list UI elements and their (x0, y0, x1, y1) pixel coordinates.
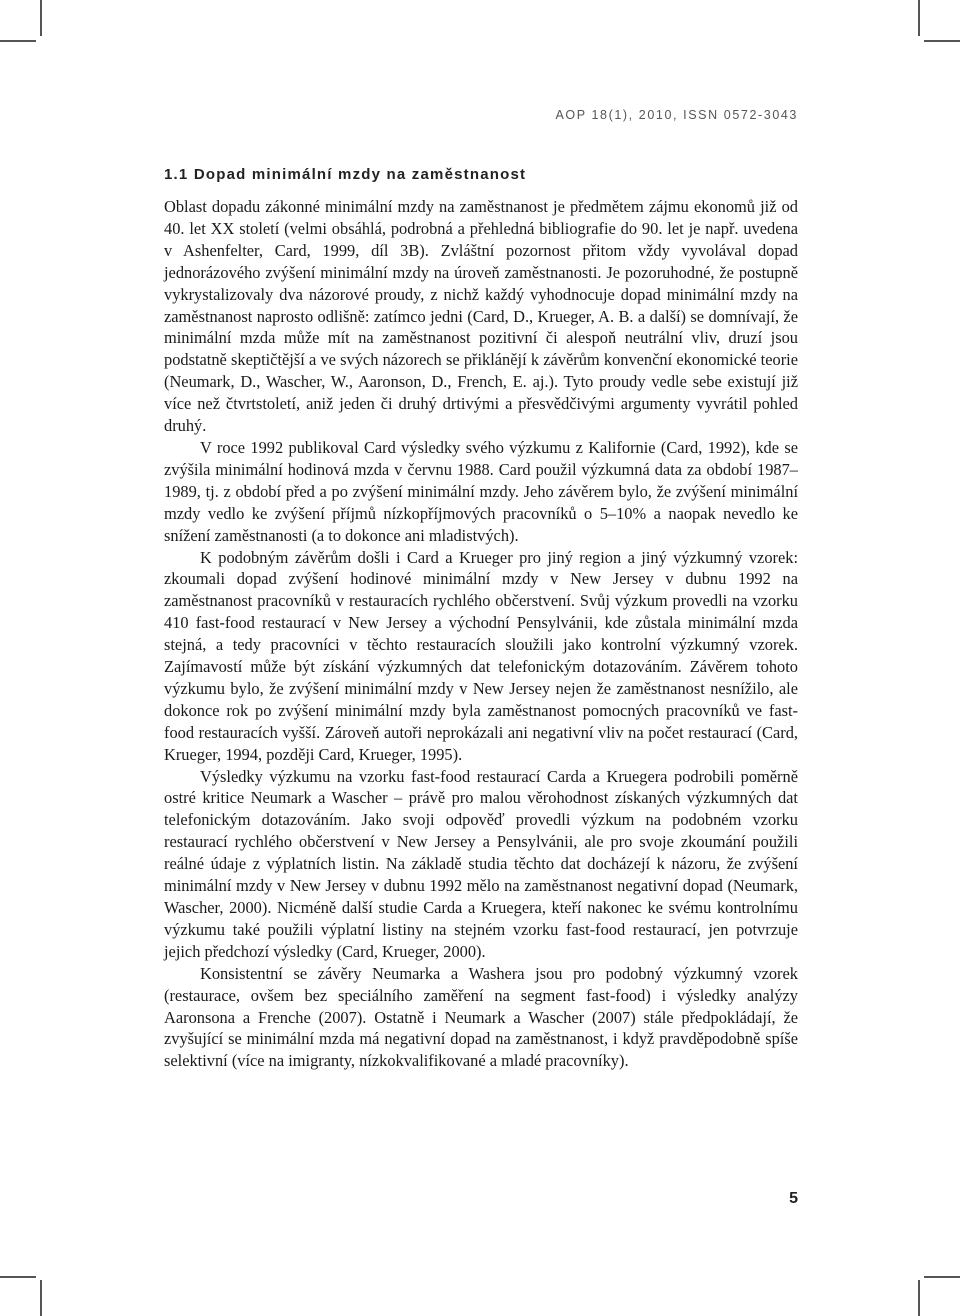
paragraph-5: Konsistentní se závěry Neumarka a Washera jsou pro podobný výzkumný vzorek (restaurace, ovšem bez speciálního zaměření na segment fast-food) i výsledky analýzy Aaronsona a Frenche (2007). Ostatně i Neumark a Wascher (2007) stále předpokládají, že zvyšující se minimální mzda má negativní dopad na zaměstnanost, i když pravděpodobně spíše selektivní (více na imigranty, nízkokvalifikované a mladé pracovníky). (164, 963, 798, 1071)
paragraph-3: K podobným závěrům došli i Card a Krueger pro jiný region a jiný výzkumný vzorek: zkoumali dopad zvýšení hodinové minimální mzdy v New Jersey v dubnu 1992 na zaměstnanost pracovníků v restauracích rychlého občerstvení. Svůj výzkum provedli na vzorku 410 fast-food restaurací v New Jersey a východní Pensylvánii, kde zůstala minimální mzda stejná, a tedy pracovníci v těchto restauracích sloužili jako kontrolní výzkumný vzorek. Zajímavostí může být získání výzkumných dat telefonickým dotazováním. Závěrem tohoto výzkumu bylo, že zvýšení minimální mzdy v New Jersey nejen že zaměstnanost nesnížilo, ale dokonce rok po zvýšení minimální mzdy byla zaměstnanost pomocných pracovníků ve fast-food restauracích vyšší. Zároveň autoři neprokázali ani negativní vliv na počet restaurací (Card, Krueger, 1994, později Card, Krueger, 1995). (164, 547, 798, 764)
crop-mark-top-left-vertical (40, 0, 42, 36)
crop-mark-bottom-left-vertical (40, 1280, 42, 1316)
crop-mark-bottom-left-horizontal (0, 1276, 36, 1278)
section-heading: 1.1 Dopad minimální mzdy na zaměstnanost (164, 166, 527, 183)
crop-mark-top-right-horizontal (924, 40, 960, 42)
crop-mark-top-right-vertical (918, 0, 920, 36)
paragraph-2: V roce 1992 publikoval Card výsledky svého výzkumu z Kalifornie (Card, 1992), kde se zvýšila minimální hodinová mzda v červnu 1988. Card použil výzkumná data za období 1987–1989, tj. z období před a po zvýšení minimální mzdy. Jeho závěrem bylo, že zvýšení minimální mzdy vedlo ke zvýšení příjmů nízkopříjmových pracovníků o 5–10% a naopak nevedlo ke snížení zaměstnanosti (a to dokonce ani mladistvých). (164, 437, 798, 545)
body-text (164, 196, 798, 1072)
page-number: 5 (789, 1190, 798, 1207)
paragraph-4: Výsledky výzkumu na vzorku fast-food restaurací Carda a Kruegera podrobili poměrně ostré kritice Neumark a Wascher – právě pro malou věrohodnost získaných výzkumných dat telefonickým dotazováním. Jako svoji odpověď provedli výzkum na podobném vzorku restaurací rychlého občerstvení v New Jersey a Pensylvánii, ale pro svoje zkoumání použili reálné údaje z výplatních listin. Na základě studia těchto dat docházejí k názoru, že zvýšení minimální mzdy v New Jersey v dubnu 1992 mělo na zaměstnanost negativní dopad (Neumark, Wascher, 2000). Nicméně další studie Carda a Kruegera, kteří nakonec ke svému kontrolnímu výzkumu také použili výplatní listiny na stejném vzorku fast-food restaurací, jen potvrzuje jejich předchozí výsledky (Card, Krueger, 2000). (164, 766, 798, 961)
paragraph-1: Oblast dopadu zákonné minimální mzdy na zaměstnanost je předmětem zájmu ekonomů již od 40. let XX století (velmi obsáhlá, podrobná a přehledná bibliografie do 90. let je např. uvedena v Ashenfelter, Card, 1999, díl 3B). Zvláštní pozornost přitom vždy vyvolával dopad jednorázového zvýšení minimální mzdy na úroveň zaměstnanosti. Je pozoruhodné, že postupně vykrystalizovaly dva názorové proudy, z nichž každý vyhodnocuje dopad minimální mzdy na zaměstnanost naprosto odlišně: zatímco jedni (Card, D., Krueger, A. B. a další) se domnívají, že minimální mzda může mít na zaměstnanost pozitivní či alespoň neutrální vliv, druzí jsou podstatně skeptičtější a ve svých názorech se přiklánějí k závěrům konvenční ekonomické teorie (Neumark, D., Wascher, W., Aaronson, D., French, E. aj.). Tyto proudy vedle sebe existují již více než čtvrtstoletí, aniž jeden či druhý drtivými a přesvědčivými argumenty vyvrátil pohled druhý. (164, 197, 798, 436)
crop-mark-bottom-right-horizontal (924, 1276, 960, 1278)
running-header: AOP 18(1), 2010, ISSN 0572-3043 (555, 108, 798, 122)
crop-mark-top-left-horizontal (0, 40, 36, 42)
crop-mark-bottom-right-vertical (918, 1280, 920, 1316)
